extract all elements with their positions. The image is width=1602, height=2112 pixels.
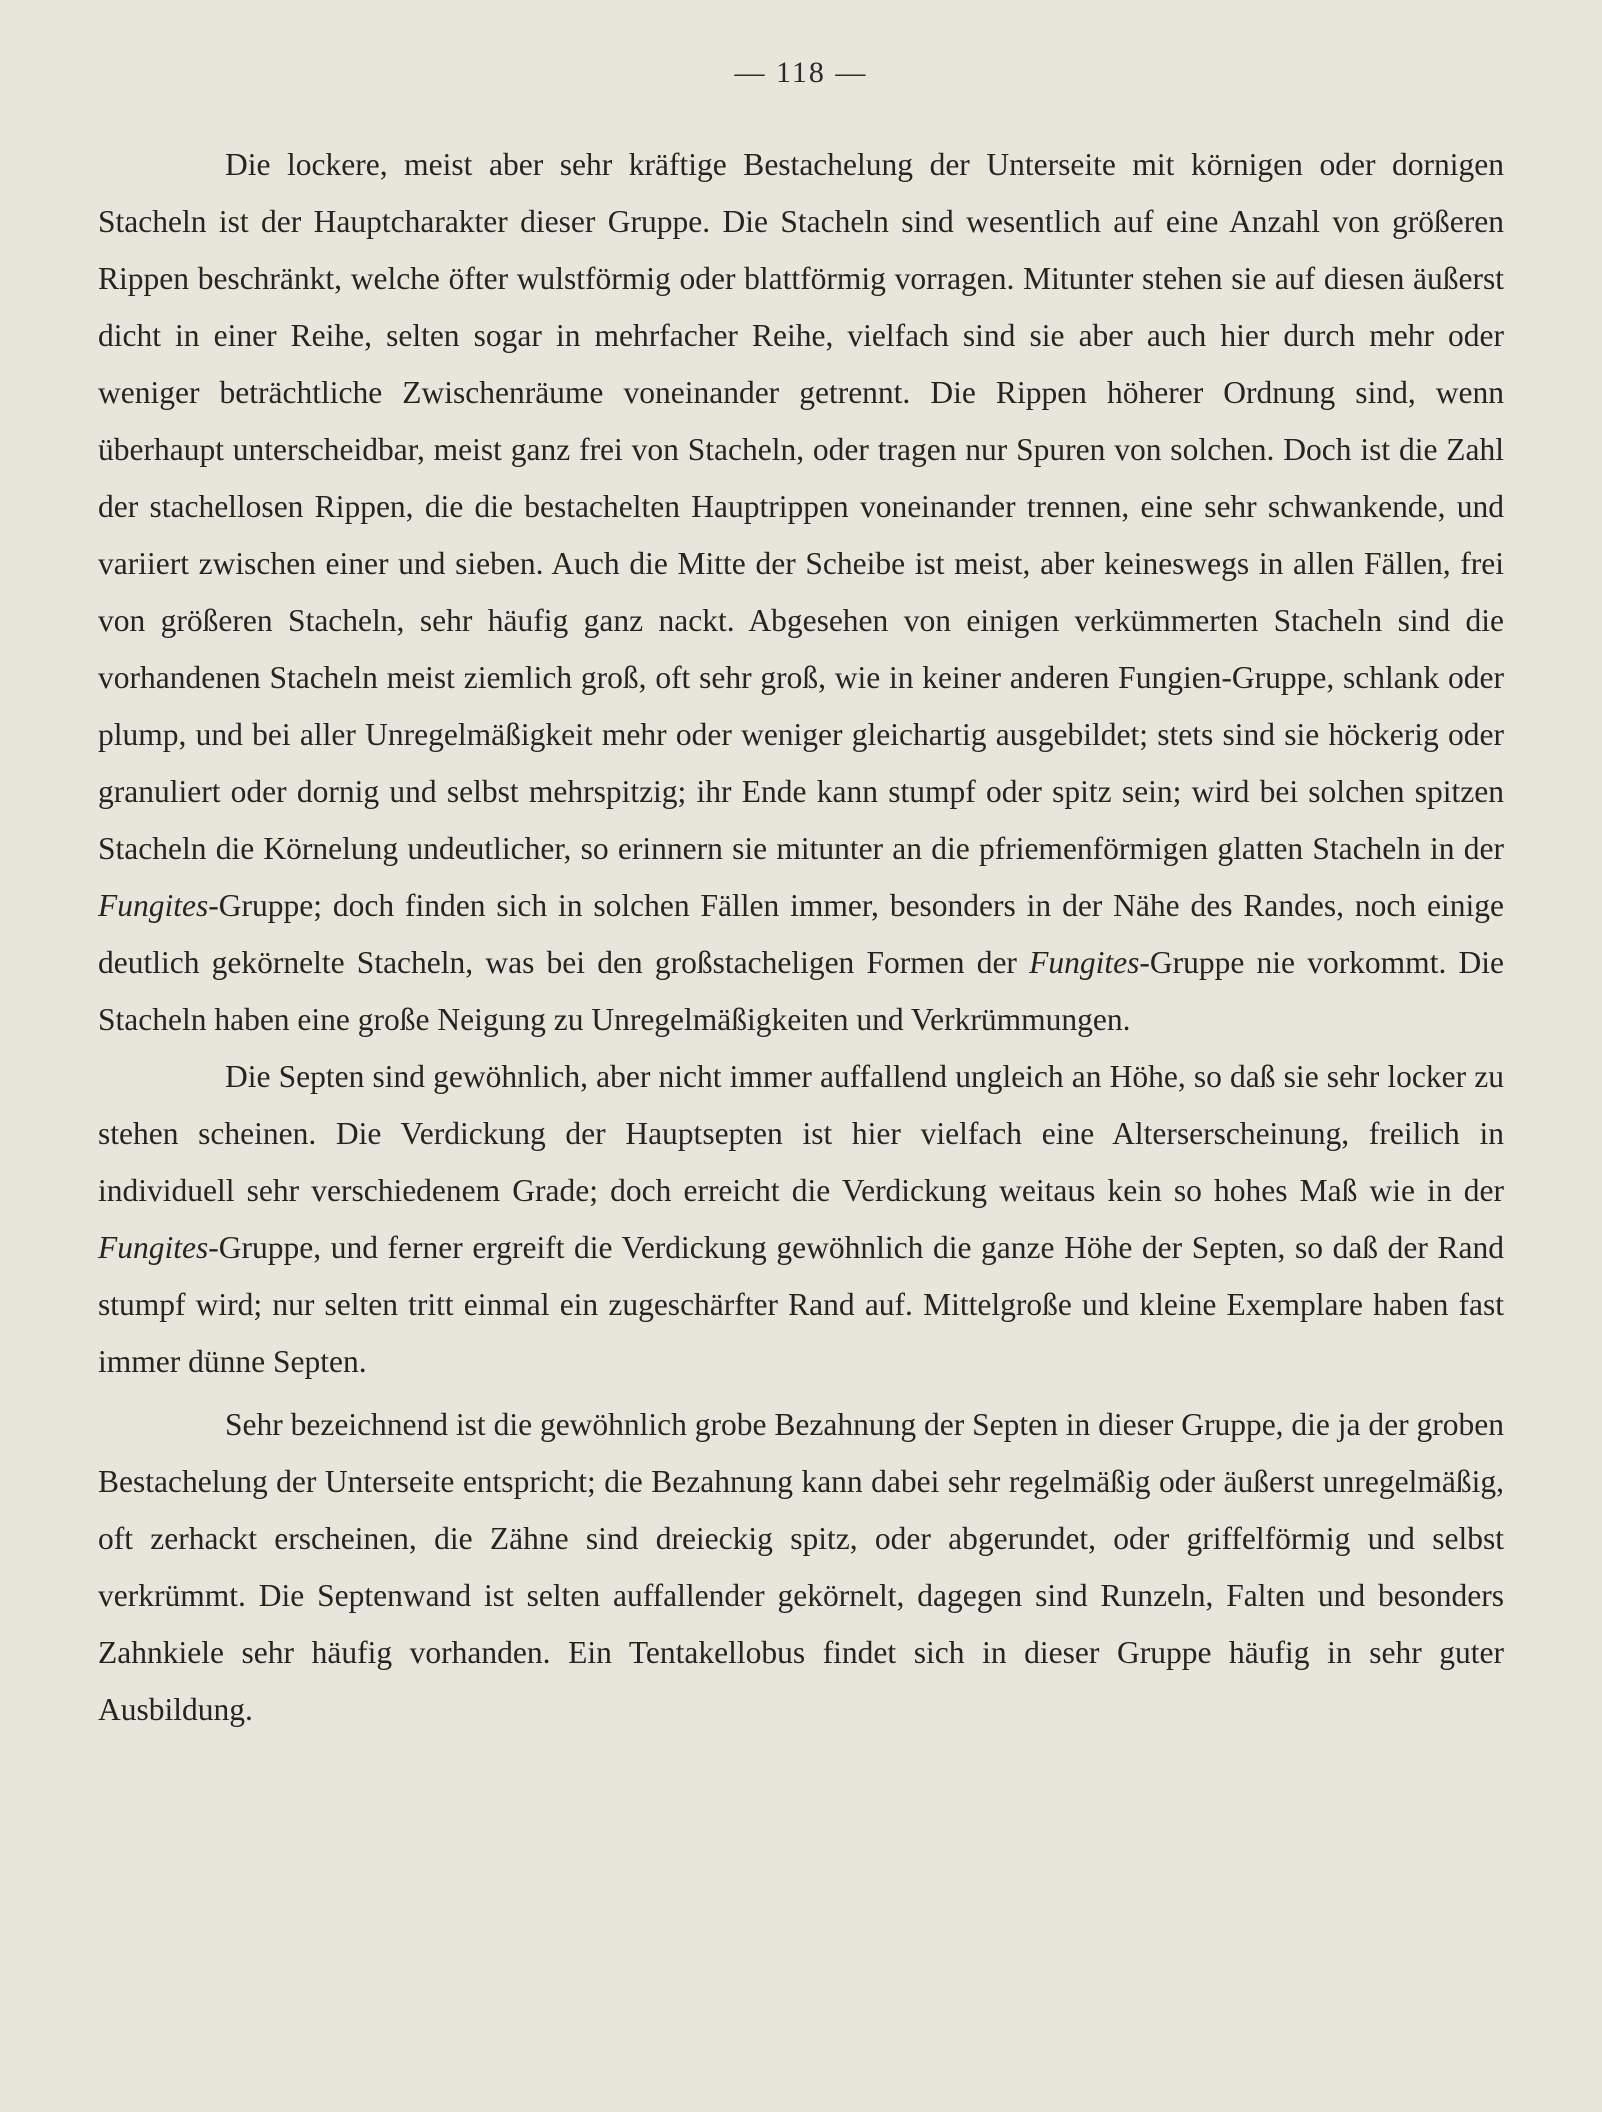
paragraph-2 xyxy=(98,1048,1504,1390)
genus-name-italic: Fungites xyxy=(98,888,209,923)
text-segment: Die Septen sind gewöhnlich, aber nicht immer auffallend ungleich an Höhe, so daß sie sehr locker zu stehen scheinen. Die Verdickung der Hauptsepten ist hier vielfach eine Alterserscheinung, freilich in individuell sehr verschiedenem Grade; doch erreicht die Verdickung weitaus kein so hohes Maß wie in der xyxy=(98,1059,1504,1208)
paragraph-3 xyxy=(98,1396,1504,1738)
body-text xyxy=(98,136,1504,1738)
text-segment: -Gruppe nie vorkommt. Die Stacheln haben eine große Neigung zu Unregelmäßigkeiten und Verkrümmungen. xyxy=(98,945,1504,1037)
text-segment: -Gruppe; doch finden sich in solchen Fällen immer, besonders in der Nähe des Randes, noch einige deutlich gekörnelte Stacheln, was bei den großstacheligen Formen der xyxy=(98,888,1504,980)
page-number: — 118 — xyxy=(734,56,868,89)
genus-name-italic: Fungites xyxy=(98,1230,209,1265)
text-segment: Die lockere, meist aber sehr kräftige Bestachelung der Unterseite mit körnigen oder dornigen Stacheln ist der Hauptcharakter dieser Gruppe. Die Stacheln sind wesentlich auf eine Anzahl von größeren Rippen beschränkt, welche öfter wulstförmig oder blattförmig vorragen. Mitunter stehen sie auf diesen äußerst dicht in einer Reihe, selten sogar in mehrfacher Reihe, vielfach sind sie aber auch hier durch mehr oder weniger beträchtliche Zwischenräume voneinander getrennt. Die Rippen höherer Ordnung sind, wenn überhaupt unterscheidbar, meist ganz frei von Stacheln, oder tragen nur Spuren von solchen. Doch ist die Zahl der stachellosen Rippen, die die bestachelten Hauptrippen voneinander trennen, eine sehr schwankende, und variiert zwischen einer und sieben. Auch die Mitte der Scheibe ist meist, aber keineswegs in allen Fällen, frei von größeren Stacheln, sehr häufig ganz nackt. Abgesehen von einigen verkümmerten Stacheln sind die vorhandenen Stacheln meist ziemlich groß, oft sehr groß, wie in keiner anderen Fungien-Gruppe, schlank oder plump, und bei aller Unregelmäßigkeit mehr oder weniger gleichartig ausgebildet; stets sind sie höckerig oder granuliert oder dornig und selbst mehrspitzig; ihr Ende kann stumpf oder spitz sein; wird bei solchen spitzen Stacheln die Körnelung undeutlicher, so erinnern sie mitunter an die pfriemenförmigen glatten Stacheln in der xyxy=(98,147,1504,866)
paragraph-1 xyxy=(98,136,1504,1048)
genus-name-italic: Fungites xyxy=(1029,945,1140,980)
text-segment: -Gruppe, und ferner ergreift die Verdickung gewöhnlich die ganze Höhe der Septen, so daß der Rand stumpf wird; nur selten tritt einmal ein zugeschärfter Rand auf. Mittelgroße und kleine Exemplare haben fast immer dünne Septen. xyxy=(98,1230,1504,1379)
text-segment: Sehr bezeichnend ist die gewöhnlich grobe Bezahnung der Septen in dieser Gruppe, die ja der groben Bestachelung der Unterseite entspricht; die Bezahnung kann dabei sehr regelmäßig oder äußerst unregelmäßig, oft zerhackt erscheinen, die Zähne sind dreieckig spitz, oder abgerundet, oder griffelförmig und selbst verkrümmt. Die Septenwand ist selten auffallender gekörnelt, dagegen sind Runzeln, Falten und besonders Zahnkiele sehr häufig vorhanden. Ein Tentakellobus findet sich in dieser Gruppe häufig in sehr guter Ausbildung. xyxy=(98,1407,1504,1727)
